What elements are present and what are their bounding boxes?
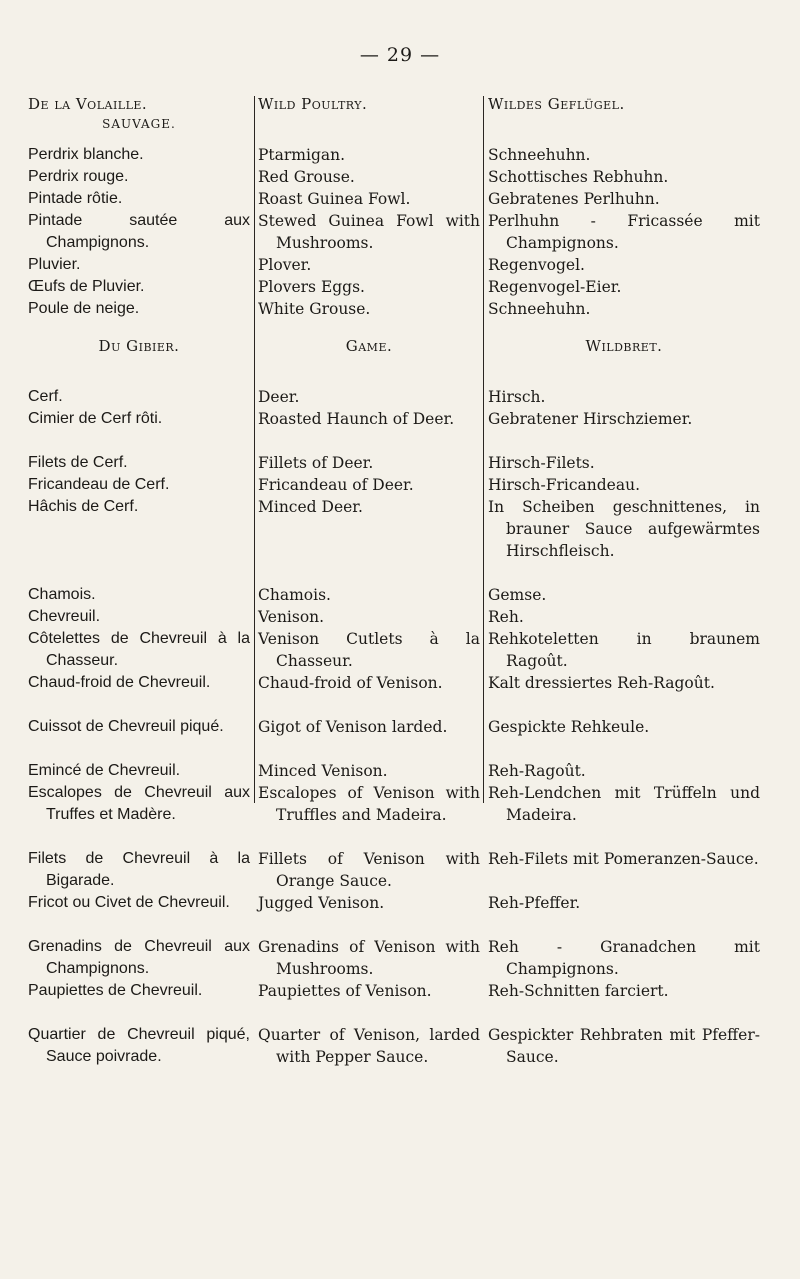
game-item-text: Gespickte Rehkeule.: [488, 718, 650, 736]
game-item-en: [258, 848, 480, 892]
game-item-text: Filets de Cerf.: [28, 454, 128, 471]
game-item-en: [258, 672, 480, 694]
game-heading-de: Wildbret.: [585, 337, 663, 355]
game-item-en: [258, 452, 480, 474]
game-item-fr: [28, 980, 250, 1002]
poultry-item-de: [488, 298, 760, 320]
game-item-text: Gebratener Hirschziemer.: [488, 410, 693, 428]
game-item-de: [488, 386, 760, 408]
game-item-text: Grenadins of Venison with Mushrooms.: [258, 938, 480, 978]
poultry-item-text: White Grouse.: [258, 300, 371, 318]
french-column: [28, 0, 250, 1279]
game-item-de: [488, 672, 760, 694]
poultry-heading-en: Wild Poultry.: [258, 95, 368, 113]
game-item-text: Fricot ou Civet de Chevreuil.: [28, 894, 230, 911]
poultry-item-en: [258, 254, 480, 276]
poultry-item-text: Roast Guinea Fowl.: [258, 190, 411, 208]
column-divider-right: [483, 96, 484, 803]
game-item-text: Hirsch-Fricandeau.: [488, 476, 641, 494]
game-item-fr: [28, 474, 250, 496]
game-item-de: [488, 1024, 760, 1068]
game-item-de: [488, 892, 760, 914]
game-item-text: Paupiettes de Chevreuil.: [28, 982, 203, 999]
game-item-text: Chamois.: [28, 586, 96, 603]
game-item-fr: [28, 672, 250, 694]
poultry-item-text: Pluvier.: [28, 256, 81, 273]
game-item-text: Cimier de Cerf rôti.: [28, 410, 163, 427]
game-item-de: [488, 606, 760, 628]
game-item-text: Venison Cutlets à la Chasseur.: [258, 630, 480, 670]
game-item-fr: [28, 760, 250, 782]
game-item-text: Kalt dressiertes Reh-Ragoût.: [488, 674, 715, 692]
game-item-fr: [28, 606, 250, 628]
game-item-en: [258, 386, 480, 408]
german-column: [488, 0, 760, 1279]
game-item-en: [258, 936, 480, 980]
poultry-heading-fr: De la Volaille. SAUVAGE.: [28, 94, 250, 134]
poultry-item-text: Stewed Guinea Fowl with Mushrooms.: [258, 212, 480, 252]
game-item-en: [258, 474, 480, 496]
poultry-item-de: [488, 210, 760, 254]
game-item-fr: [28, 892, 250, 914]
game-item-de: [488, 848, 760, 870]
poultry-item-text: Pintade sautée aux Champignons.: [28, 212, 250, 251]
game-item-de: [488, 628, 760, 672]
game-item-text: Escalopes of Venison with Truffles and Madeira.: [258, 784, 480, 824]
game-item-text: Quartier de Chevreuil piqué, Sauce poivrade.: [28, 1026, 250, 1065]
game-item-text: Cerf.: [28, 388, 63, 405]
game-item-de: [488, 408, 760, 430]
page-number: — 29 —: [359, 44, 441, 66]
poultry-item-text: Perlhuhn - Fricassée mit Champignons.: [488, 212, 760, 252]
game-item-en: [258, 496, 480, 518]
poultry-item-fr: [28, 298, 250, 320]
game-item-text: Reh-Pfeffer.: [488, 894, 581, 912]
poultry-item-de: [488, 276, 760, 298]
game-item-de: [488, 782, 760, 826]
game-item-text: Filets de Chevreuil à la Bigarade.: [28, 850, 250, 889]
poultry-item-en: [258, 276, 480, 298]
game-item-de: [488, 716, 760, 738]
poultry-item-fr: [28, 166, 250, 188]
poultry-item-text: Perdrix rouge.: [28, 168, 129, 185]
game-item-fr: [28, 496, 250, 518]
game-item-en: [258, 980, 480, 1002]
poultry-item-fr: [28, 188, 250, 210]
game-item-text: Hâchis de Cerf.: [28, 498, 139, 515]
poultry-item-text: Schneehuhn.: [488, 146, 591, 164]
game-item-text: Chaud-froid of Venison.: [258, 674, 443, 692]
poultry-item-text: Regenvogel-Eier.: [488, 278, 622, 296]
game-heading-fr: Du Gibier.: [98, 337, 180, 355]
poultry-item-de: [488, 166, 760, 188]
game-item-text: Escalopes de Chevreuil aux Truffes et Madère.: [28, 784, 250, 823]
game-item-fr: [28, 386, 250, 408]
game-item-text: Deer.: [258, 388, 300, 406]
game-item-en: [258, 1024, 480, 1068]
game-item-text: Gigot of Venison larded.: [258, 718, 448, 736]
game-item-text: Grenadins de Chevreuil aux Champignons.: [28, 938, 250, 977]
game-item-text: Gespickter Rehbraten mit Pfeffer-Sauce.: [488, 1026, 760, 1066]
poultry-item-text: Œufs de Pluvier.: [28, 278, 145, 295]
game-item-text: Hirsch-Filets.: [488, 454, 595, 472]
game-item-text: Emincé de Chevreuil.: [28, 762, 181, 779]
poultry-item-text: Schneehuhn.: [488, 300, 591, 318]
game-item-text: Fillets of Venison with Orange Sauce.: [258, 850, 480, 890]
poultry-item-de: [488, 188, 760, 210]
game-item-text: Chevreuil.: [28, 608, 101, 625]
game-item-text: Fricandeau of Deer.: [258, 476, 414, 494]
poultry-item-de: [488, 254, 760, 276]
game-item-en: [258, 584, 480, 606]
game-item-text: In Scheiben geschnittenes, in brauner Sauce aufgewärmtes Hirschfleisch.: [488, 498, 760, 560]
poultry-item-en: [258, 188, 480, 210]
column-divider-left: [254, 96, 255, 803]
game-item-text: Roasted Haunch of Deer.: [258, 410, 455, 428]
poultry-item-en: [258, 210, 480, 254]
poultry-item-text: Perdrix blanche.: [28, 146, 144, 163]
poultry-item-fr: [28, 276, 250, 298]
game-item-text: Gemse.: [488, 586, 547, 604]
game-item-fr: [28, 782, 250, 826]
game-item-en: [258, 782, 480, 826]
game-item-fr: [28, 452, 250, 474]
game-item-fr: [28, 848, 250, 892]
poultry-item-text: Red Grouse.: [258, 168, 355, 186]
game-item-text: Paupiettes of Venison.: [258, 982, 432, 1000]
game-heading-en: Game.: [345, 337, 393, 355]
game-item-fr: [28, 628, 250, 672]
game-item-text: Reh - Granadchen mit Champignons.: [488, 938, 760, 978]
game-item-de: [488, 474, 760, 496]
poultry-item-de: [488, 144, 760, 166]
game-item-en: [258, 408, 480, 430]
game-item-de: [488, 936, 760, 980]
poultry-item-text: Gebratenes Perlhuhn.: [488, 190, 660, 208]
game-item-text: Hirsch.: [488, 388, 546, 406]
game-item-text: Minced Venison.: [258, 762, 388, 780]
game-item-en: [258, 716, 480, 738]
game-item-text: Venison.: [258, 608, 325, 626]
game-item-text: Cuissot de Chevreuil piqué.: [28, 718, 224, 735]
poultry-item-text: Plover.: [258, 256, 312, 274]
game-item-en: [258, 760, 480, 782]
game-item-text: Côtelettes de Chevreuil à la Chasseur.: [28, 630, 250, 669]
poultry-item-fr: [28, 210, 250, 254]
poultry-item-fr: [28, 144, 250, 166]
game-item-fr: [28, 1024, 250, 1068]
poultry-item-text: Pintade rôtie.: [28, 190, 123, 207]
game-item-text: Reh-Lendchen mit Trüffeln und Madeira.: [488, 784, 760, 824]
game-item-en: [258, 606, 480, 628]
poultry-item-text: Schottisches Rebhuhn.: [488, 168, 669, 186]
poultry-item-text: Ptarmigan.: [258, 146, 346, 164]
game-item-text: Fillets of Deer.: [258, 454, 374, 472]
game-item-text: Reh.: [488, 608, 524, 626]
game-item-de: [488, 980, 760, 1002]
poultry-item-en: [258, 298, 480, 320]
game-item-en: [258, 628, 480, 672]
game-item-text: Minced Deer.: [258, 498, 363, 516]
game-item-text: Chamois.: [258, 586, 331, 604]
game-item-de: [488, 760, 760, 782]
english-column: [258, 0, 480, 1279]
poultry-item-fr: [28, 254, 250, 276]
game-item-de: [488, 496, 760, 562]
poultry-heading-de: Wildes Geflügel.: [488, 95, 625, 113]
poultry-item-text: Regenvogel.: [488, 256, 585, 274]
game-item-fr: [28, 408, 250, 430]
game-item-de: [488, 584, 760, 606]
poultry-item-en: [258, 144, 480, 166]
game-item-text: Rehkoteletten in braunem Ragoût.: [488, 630, 760, 670]
game-item-text: Reh-Filets mit Pomeranzen-Sauce.: [488, 850, 759, 868]
poultry-subheading-fr: SAUVAGE.: [102, 117, 176, 131]
game-item-fr: [28, 716, 250, 738]
poultry-item-text: Poule de neige.: [28, 300, 140, 317]
game-item-text: Quarter of Venison, larded with Pepper Sauce.: [258, 1026, 480, 1066]
game-item-text: Jugged Venison.: [258, 894, 385, 912]
game-item-fr: [28, 936, 250, 980]
game-item-text: Reh-Ragoût.: [488, 762, 586, 780]
game-item-fr: [28, 584, 250, 606]
game-item-de: [488, 452, 760, 474]
poultry-item-en: [258, 166, 480, 188]
game-item-en: [258, 892, 480, 914]
game-item-text: Reh-Schnitten farciert.: [488, 982, 669, 1000]
game-item-text: Chaud-froid de Chevreuil.: [28, 674, 211, 691]
game-item-text: Fricandeau de Cerf.: [28, 476, 170, 493]
poultry-item-text: Plovers Eggs.: [258, 278, 365, 296]
